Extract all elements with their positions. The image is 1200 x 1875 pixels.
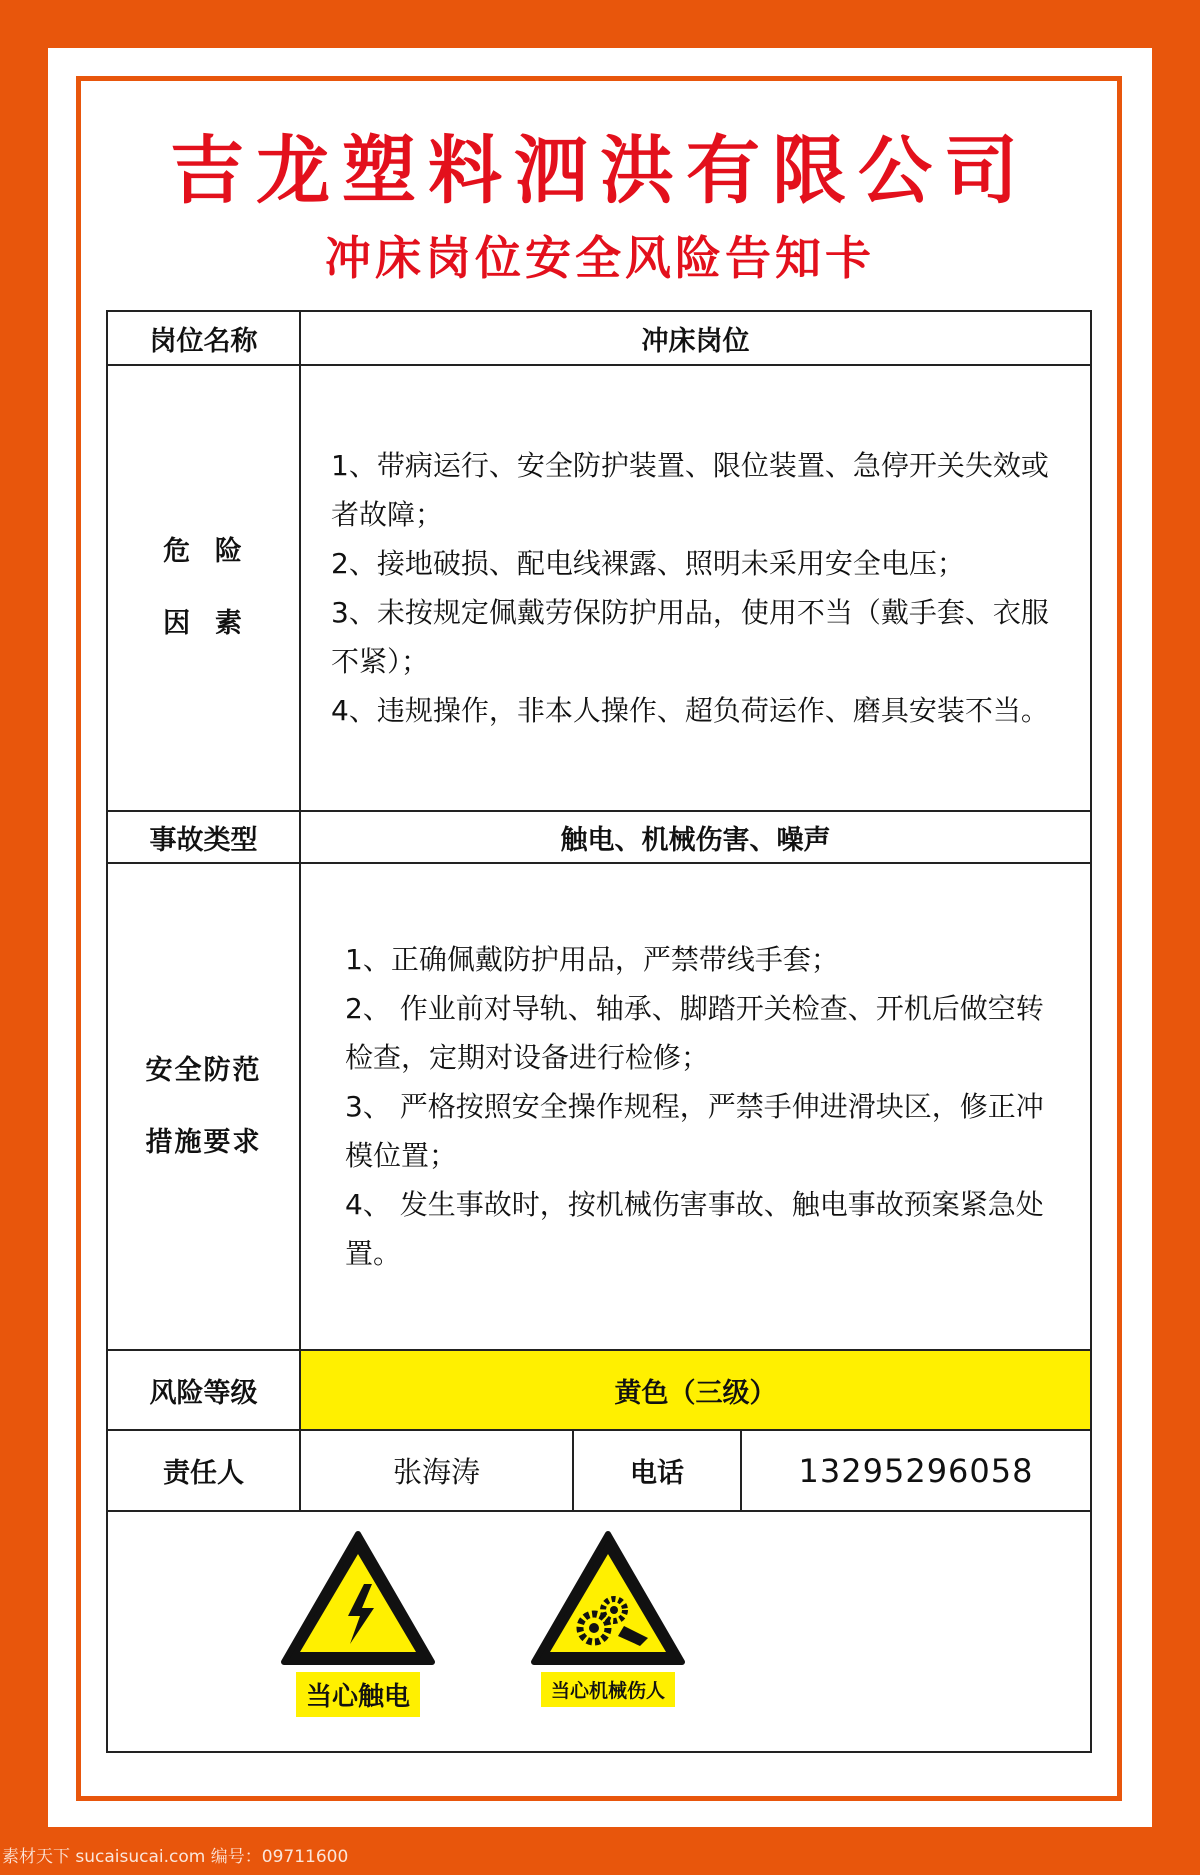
risk-level-value: 黄色（三级） <box>300 1350 1091 1430</box>
hazard-label-line1: 危 险 <box>163 536 244 567</box>
electric-sign-label: 当心触电 <box>296 1672 420 1717</box>
measures-item: 3、 严格按照安全操作规程，严禁手伸进滑块区，修正冲模位置； <box>345 1090 1044 1172</box>
measures-label <box>107 863 300 1350</box>
hazard-item: 3、未按规定佩戴劳保防护用品，使用不当（戴手套、衣服不紧）； <box>331 596 1049 678</box>
hazard-item: 2、接地破损、配电线裸露、照明未采用安全电压； <box>331 547 965 580</box>
mechanical-warning-sign <box>528 1528 688 1707</box>
gear-hand-icon <box>528 1528 688 1668</box>
watermark-text: 素材天下 sucaisucai.com 编号：09711600 <box>2 1847 349 1867</box>
measures-row <box>107 863 1091 1350</box>
high-voltage-icon <box>278 1528 438 1668</box>
phone-value: 13295296058 <box>741 1430 1091 1511</box>
measures-list <box>300 863 1091 1350</box>
post-row <box>107 311 1091 365</box>
hazard-item: 4、违规操作，非本人操作、超负荷运作、磨具安装不当。 <box>331 694 1049 727</box>
accident-value: 触电、机械伤害、噪声 <box>300 811 1091 863</box>
accident-row <box>107 811 1091 863</box>
person-label: 责任人 <box>107 1430 300 1511</box>
measures-label-line1: 安全防范 <box>145 1054 262 1086</box>
measures-label-line2: 措施要求 <box>145 1126 262 1158</box>
risk-info-table <box>106 310 1092 1753</box>
accident-label: 事故类型 <box>107 811 300 863</box>
phone-label: 电话 <box>573 1430 741 1511</box>
hazard-label <box>107 365 300 811</box>
hazard-item: 1、带病运行、安全防护装置、限位装置、急停开关失效或者故障； <box>331 449 1049 531</box>
risk-row <box>107 1350 1091 1430</box>
company-name: 吉龙塑料泗洪有限公司 <box>170 128 1030 214</box>
warning-signs <box>107 1511 1091 1752</box>
hazard-list <box>300 365 1091 811</box>
hazard-row <box>107 365 1091 811</box>
measures-item: 1、正确佩戴防护用品，严禁带线手套； <box>345 943 839 976</box>
signs-row <box>107 1511 1091 1752</box>
contact-row <box>107 1430 1091 1511</box>
electric-warning-sign <box>278 1528 438 1717</box>
measures-item: 4、 发生事故时，按机械伤害事故、触电事故预案紧急处置。 <box>345 1188 1044 1270</box>
mechanical-sign-label: 当心机械伤人 <box>541 1672 675 1707</box>
hazard-label-line2: 因 素 <box>163 608 244 639</box>
post-value: 冲床岗位 <box>300 311 1091 365</box>
person-value: 张海涛 <box>300 1430 573 1511</box>
risk-label: 风险等级 <box>107 1350 300 1430</box>
card-title: 冲床岗位安全风险告知卡 <box>325 231 875 285</box>
measures-item: 2、 作业前对导轨、轴承、脚踏开关检查、开机后做空转检查，定期对设备进行检修； <box>345 992 1044 1074</box>
post-label: 岗位名称 <box>107 311 300 365</box>
